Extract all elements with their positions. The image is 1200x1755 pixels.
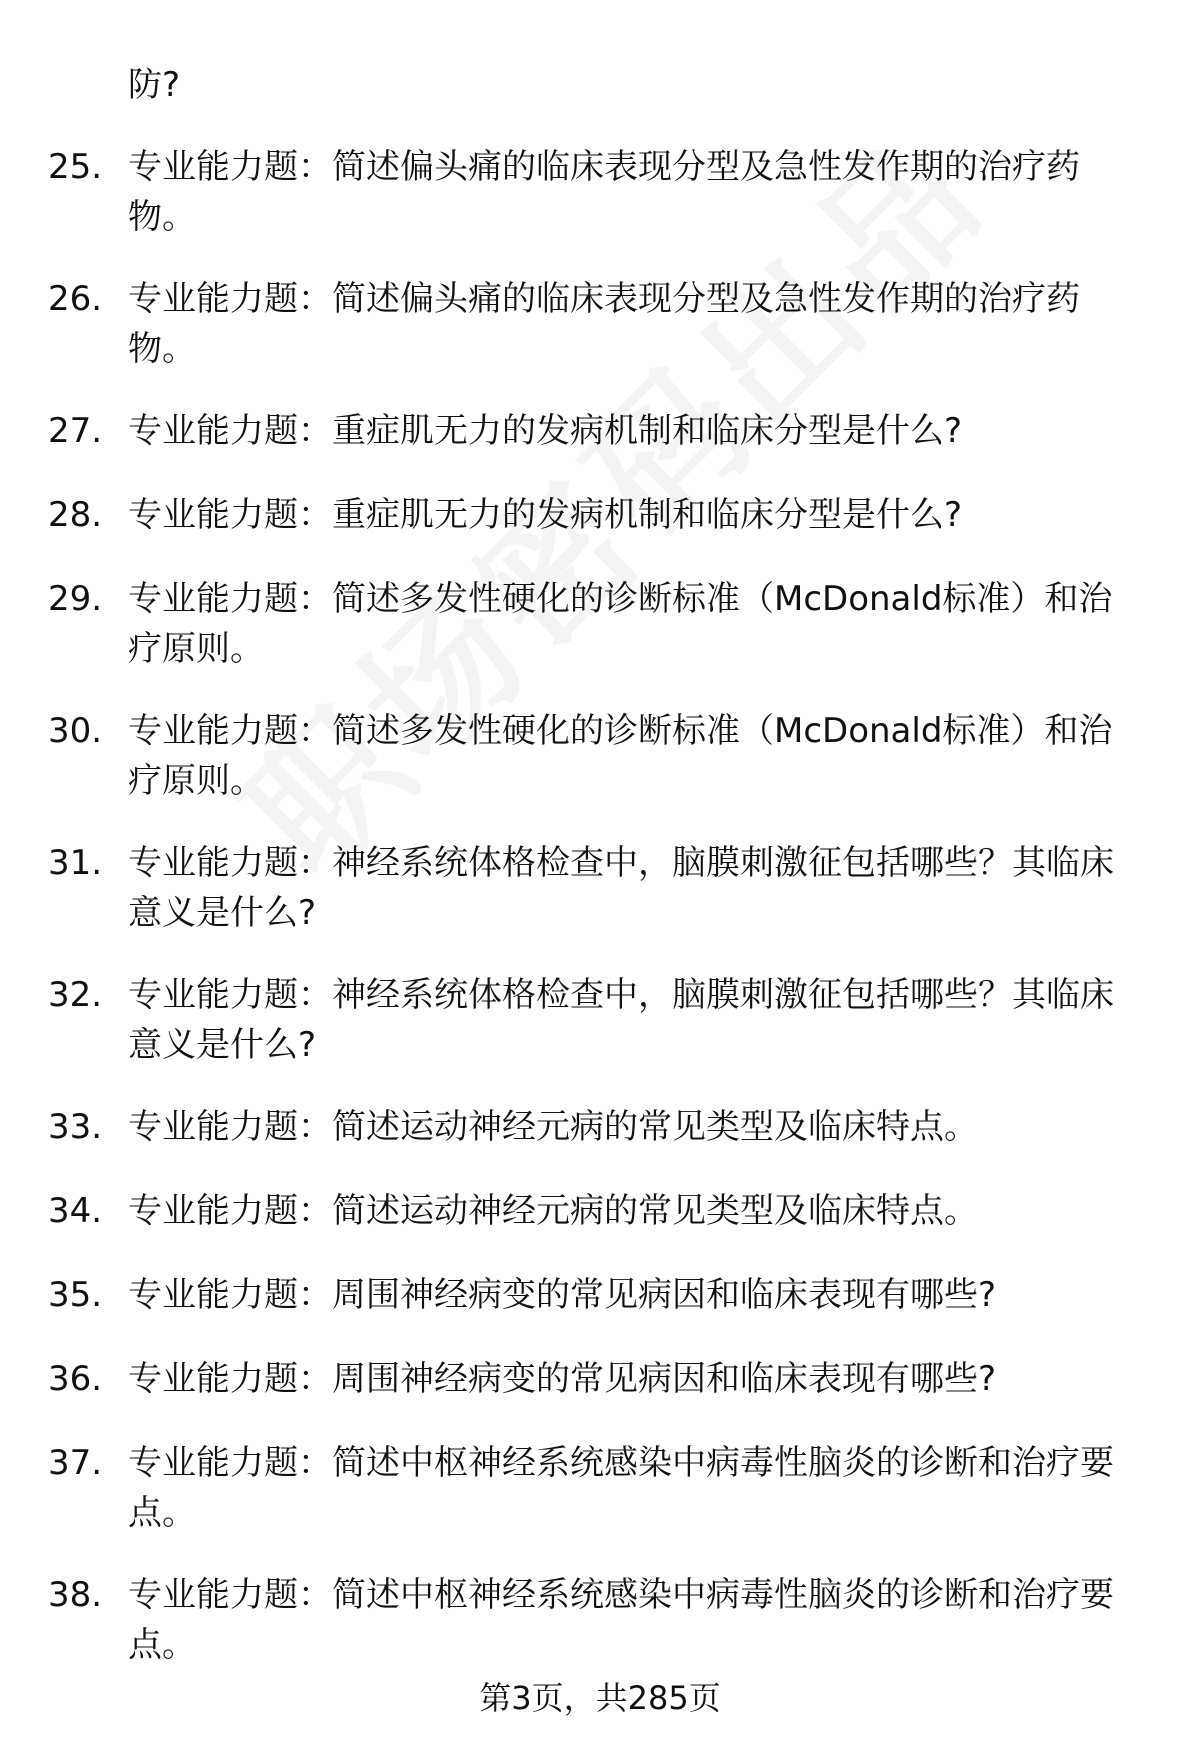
question-number: 31.: [48, 843, 103, 883]
question-item: [48, 274, 1138, 406]
question-number: 26.: [48, 279, 103, 319]
question-list: [48, 142, 1138, 1702]
question-number: 35.: [48, 1275, 103, 1315]
question-text: 专业能力题：简述运动神经元病的常见类型及临床特点。: [128, 1107, 978, 1147]
question-item: [48, 1270, 1138, 1354]
question-text: 专业能力题：简述偏头痛的临床表现分型及急性发作期的治疗药物。: [128, 147, 1080, 237]
question-number: 30.: [48, 711, 103, 751]
question-item: [48, 142, 1138, 274]
question-text: 专业能力题：神经系统体格检查中，脑膜刺激征包括哪些？其临床意义是什么?: [128, 843, 1114, 933]
page-number: 第3页，共285页: [479, 1679, 721, 1717]
question-number: 25.: [48, 147, 103, 187]
question-text: 专业能力题：周围神经病变的常见病因和临床表现有哪些?: [128, 1275, 997, 1315]
question-number: 32.: [48, 975, 103, 1015]
question-text: 专业能力题：周围神经病变的常见病因和临床表现有哪些?: [128, 1359, 997, 1399]
question-item: [48, 490, 1138, 574]
question-number: 37.: [48, 1443, 103, 1483]
question-number: 28.: [48, 495, 103, 535]
question-number: 36.: [48, 1359, 103, 1399]
question-number: 33.: [48, 1107, 103, 1147]
question-number: 38.: [48, 1575, 103, 1615]
question-number: 34.: [48, 1191, 103, 1231]
question-item: [48, 406, 1138, 490]
question-item: [48, 838, 1138, 970]
question-text: 专业能力题：简述中枢神经系统感染中病毒性脑炎的诊断和治疗要点。: [128, 1443, 1114, 1533]
question-text: 专业能力题：简述中枢神经系统感染中病毒性脑炎的诊断和治疗要点。: [128, 1575, 1114, 1665]
question-item: [48, 706, 1138, 838]
question-item: [48, 574, 1138, 706]
question-text: 专业能力题：重症肌无力的发病机制和临床分型是什么?: [128, 495, 963, 535]
continuation-text: 防?: [128, 65, 181, 105]
question-text: 专业能力题：简述多发性硬化的诊断标准（McDonald标准）和治疗原则。: [128, 579, 1113, 669]
question-text: 专业能力题：简述运动神经元病的常见类型及临床特点。: [128, 1191, 978, 1231]
question-item: [48, 1438, 1138, 1570]
question-number: 27.: [48, 411, 103, 451]
question-item: [48, 1102, 1138, 1186]
question-text: 专业能力题：简述多发性硬化的诊断标准（McDonald标准）和治疗原则。: [128, 711, 1113, 801]
question-text: 专业能力题：重症肌无力的发病机制和临床分型是什么?: [128, 411, 963, 451]
question-text: 专业能力题：神经系统体格检查中，脑膜刺激征包括哪些？其临床意义是什么?: [128, 975, 1114, 1065]
question-item: [48, 1354, 1138, 1438]
question-item: [48, 970, 1138, 1102]
question-item: [48, 1186, 1138, 1270]
question-number: 29.: [48, 579, 103, 619]
question-text: 专业能力题：简述偏头痛的临床表现分型及急性发作期的治疗药物。: [128, 279, 1080, 369]
